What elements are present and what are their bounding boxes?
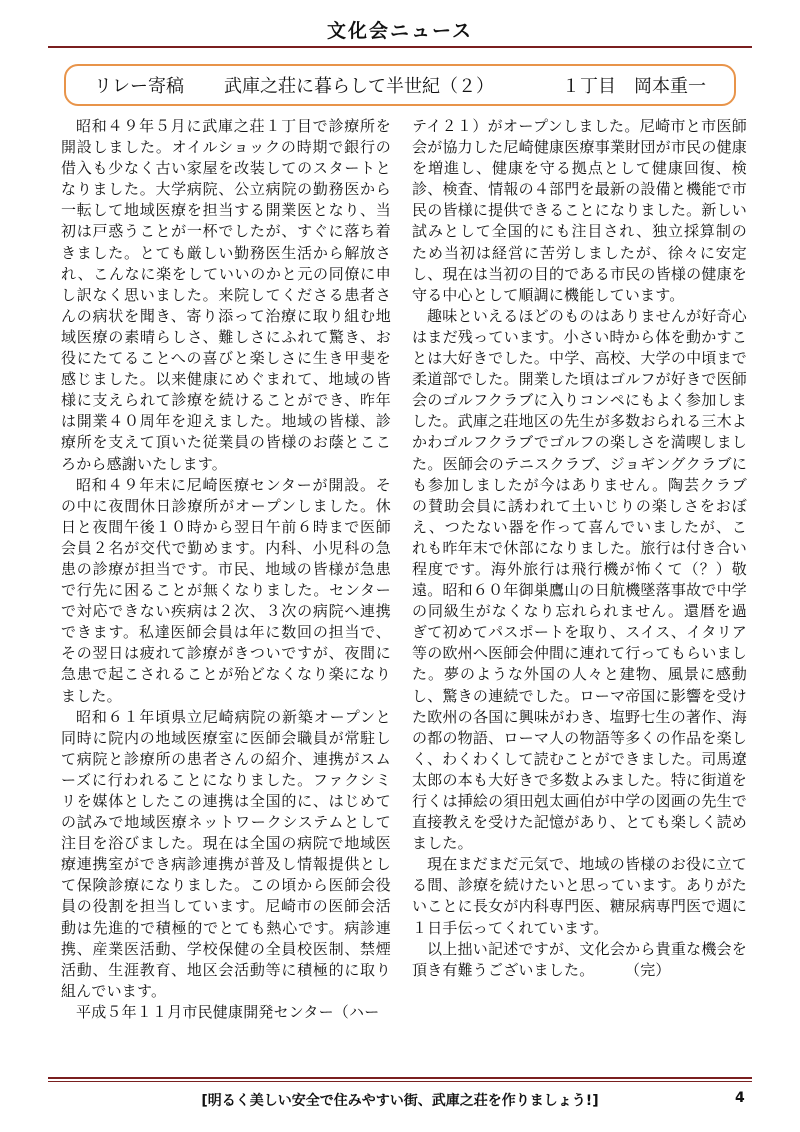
paragraph: 昭和４９年末に尼崎医療センターが開設。その中に夜間休日診療所がオープンしました。休日と夜間午後１０時から翌日午前６時まで医師会員２名が交代で勤めます。内科、小児科の急患の診療が担当です。市民、地域の皆様が急患で行先に困ることが無くなりました。センターで対応できない疾病は２次、３次の病院へ連携できます。私達医師会員は年に数回の担当で、その翌日は疲れて診療がきついですが、夜間に急患で起こされることが殆どなくなり楽になりました。 [61, 475, 391, 705]
paragraph: 昭和４９年５月に武庫之荘１丁目で診療所を開設しました。オイルショックの時期で銀行の借入も少なく古い家屋を改装してのスタートとなりました。大学病院、公立病院の勤務医から一転して地域医療を担当する開業医となり、当初は戸惑うことが一杯でしたが、すぐに落ち着きました。とても厳しい勤務医生活から解放され、こんなに楽をしていいのかと元の同僚に申し訳なく思いました。来院してくださる患者さんの病状を聞き、寄り添って治療に取り組む地域医療の素晴らしさ、難しさにふれて驚き、お役にたてることへの喜びと楽しさに生き甲斐を感じました。以来健康にめぐまれて、地域の皆様に支えられて診療を続けることができ、昨年は開業４０周年を迎えました。地域の皆様、診療所を支えて頂いた従業員の皆様のお蔭とこころから感謝いたします。 [61, 117, 391, 473]
top-divider [48, 46, 752, 48]
article-title: 武庫之荘に暮らして半世紀（２） [224, 76, 494, 97]
paragraph: 平成５年１１月市民健康開発センター（ハー [76, 1002, 380, 1021]
right-column [412, 116, 747, 981]
article-header-box [64, 64, 736, 106]
paragraph: テイ２１）がオープンしました。尼崎市と市医師会が協力した尼崎健康医療事業財団が市民の健康を増進し、健康を守る拠点として健康回復、検診、検査、情報の４部門を最新の設備と機能で市民の皆様に提供できることになりました。新しい試みとして全国的にも注目され、独立採算制のため当初は経営に苦労しましたが、徐々に安定し、現在は当初の目的である市民の皆様の健康を守る中心として順調に機能しています。 [412, 117, 747, 304]
bottom-divider [48, 1077, 752, 1079]
bottom-divider-thin [48, 1081, 752, 1082]
author-label: １丁目 岡本重一 [562, 76, 706, 97]
masthead-title: 文化会ニュース [326, 20, 474, 42]
page-number: 4 [735, 1090, 745, 1106]
series-label: リレー寄稿 [94, 76, 184, 97]
footer-slogan: [明るく美しい安全で住みやすい街、武庫之荘を作りましょう!] [201, 1093, 599, 1109]
paragraph: 現在まだまだ元気で、地域の皆様のお役に立てる間、診療を続けたいと思っています。ありがたいことに長女が内科専門医、糖尿病専門医で週に１日手伝ってくれています。 [412, 855, 747, 937]
paragraph: 昭和６１年頃県立尼崎病院の新築オープンと同時に院内の地域医療室に医師会職員が常駐して病院と診療所の患者さんの紹介、連携がスムーズに行われることになりました。ファクシミリを媒体としたこの連携は全国的に、はじめての試みで地域医療ネットワークシステムとして注目を浴びました。現在は全国の病院で地域医療連携室ができ病診連携が普及し情報提供として保険診療になりました。この頃から医師会役員の役割を担当しています。尼崎市の医師会活動は先進的で積極的でとても熱心です。病診連携、産業医活動、学校保健の全員校医制、禁煙活動、生涯教育、地区会活動等に積極的に取り組んでいます。 [61, 707, 391, 1000]
paragraph: 以上拙い記述ですが、文化会から貴重な機会を頂き有難うございました。 （完） [412, 939, 747, 979]
left-column [61, 116, 391, 1023]
paragraph: 趣味といえるほどのものはありませんが好奇心はまだ残っています。小さい時から体を動かすことは大好きでした。中学、高校、大学の中頃まで柔道部でした。開業した頃はゴルフが好きで医師会のゴルフクラブに入りコンペにもよく参加しました。武庫之荘地区の先生が多数おられる三木よかわゴルフクラブでゴルフの楽しさを満喫しました。医師会のテニスクラブ、ジョギングクラブにも参加しましたが今はありません。陶芸クラブの賛助会員に誘われて土いじりの楽しさをおぼえ、つたない器を作って喜んでいましたが、これも昨年末で休部になりました。旅行は付き合い程度です。海外旅行は飛行機が怖くて（？）敬遠。昭和６０年御巣鷹山の日航機墜落事故で中学の同級生がなくなり忘れられません。還暦を過ぎて初めてパスポートを取り、スイス、イタリア等の欧州へ医師会仲間に連れて行ってもらいました。夢のような外国の人々と建物、風景に感動し、驚きの連続でした。ローマ帝国に影響を受けた欧州の各国に興味がわき、塩野七生の著作、海の都の物語、ローマ人の物語等多くの作品を楽しく、わくわくして読むことができました。司馬遼太郎の本も大好きで多数よみました。特に街道を行くは挿絵の須田剋太画伯が中学の図画の先生で直接教えを受けた記憶があり、とても楽しく読めました。 [412, 306, 747, 853]
